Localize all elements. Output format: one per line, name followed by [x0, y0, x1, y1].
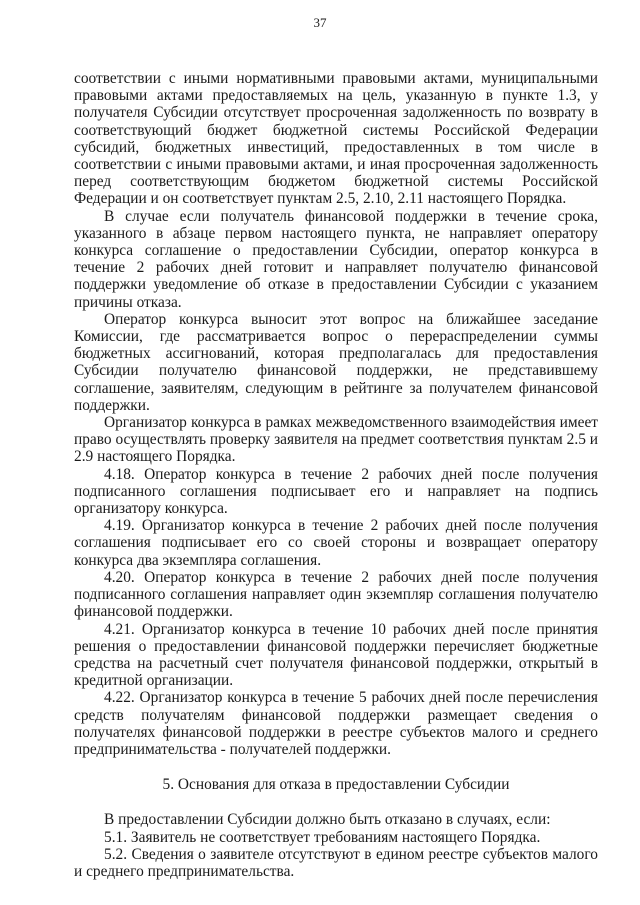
- paragraph-interagency-check: Организатор конкурса в рамках межведомственного взаимодействия имеет право осуществлять проверку заявителя на предмет соответствия пунктам 2.5 и 2.9 настоящего Порядка.: [74, 414, 598, 466]
- paragraph-4-20: 4.20. Оператор конкурса в течение 2 рабочих дней после получения подписанного соглашения направляет один экземпляр соглашения получателю финансовой поддержки.: [74, 568, 598, 621]
- paragraph-4-21: 4.21. Организатор конкурса в течение 10 рабочих дней после принятия решения о предоставлении финансовой поддержки перечисляет бюджетные средства на расчетный счет получателя финансовой поддержки, открытый в кредитной организации.: [74, 620, 598, 690]
- paragraph-4-19: 4.19. Организатор конкурса в течение 2 рабочих дней после получения соглашения подписывает его со своей стороны и возвращает оператору конкурса два экземпляра соглашения.: [74, 517, 598, 569]
- paragraph-refusal-cases: В предоставлении Субсидии должно быть отказано в случаях, если:: [104, 811, 551, 829]
- paragraph-4-22: 4.22. Организатор конкурса в течение 5 рабочих дней после перечисления средств получателям финансовой поддержки размещает сведения о получателях финансовой поддержки в реестре субъектов малого и среднего предпринимательства - получателей поддержки.: [74, 689, 598, 758]
- document-body: [74, 70, 598, 880]
- paragraph-continuation: соответствии с иными нормативными правовыми актами, муниципальными правовыми актами предоставляемых на цель, указанную в пункте 1.3, у получателя Субсидии отсутствует просроченная задолженность по возврату в соответствующий бюджет бюджетной системы Российской Федерации субсидий, бюджетных инвестиций, предоставленных в том числе в соответствии с иными правовыми актами, и иная просроченная задолженность перед соответствующим бюджетом бюджетной системы Российской Федерации и он соответствует пунктам 2.5, 2.10, 2.11 настоящего Порядка.: [74, 70, 598, 208]
- paragraph-5-1: 5.1. Заявитель не соответствует требованиям настоящего Порядка.: [104, 828, 541, 846]
- section-heading: 5. Основания для отказа в предоставлении Субсидии: [162, 776, 510, 794]
- paragraph-commission-meeting: Оператор конкурса выносит этот вопрос на ближайшее заседание Комиссии, где рассматривается вопрос о перераспределении суммы бюджетных ассигнований, которая предполагалась для предоставления Субсидии получателю финансовой поддержки, не представившему соглашение, заявителям, следующим в рейтинге за получателем финансовой поддержки.: [74, 310, 598, 414]
- paragraph-refusal-notice: В случае если получатель финансовой поддержки в течение срока, указанного в абзаце первом настоящего пункта, не направляет оператору конкурса соглашение о предоставлении Субсидии, оператор конкурса в течение 2 рабочих дней готовит и направляет получателю финансовой поддержки уведомление об отказе в предоставлении Субсидии с указанием причины отказа.: [74, 207, 598, 311]
- paragraph-4-18: 4.18. Оператор конкурса в течение 2 рабочих дней после получения подписанного соглашения подписывает его и направляет на подпись организатору конкурса.: [74, 465, 598, 518]
- page-number: 37: [313, 15, 327, 30]
- paragraph-5-2: 5.2. Сведения о заявителе отсутствуют в едином реестре субъектов малого и среднего предпринимательства.: [74, 845, 598, 880]
